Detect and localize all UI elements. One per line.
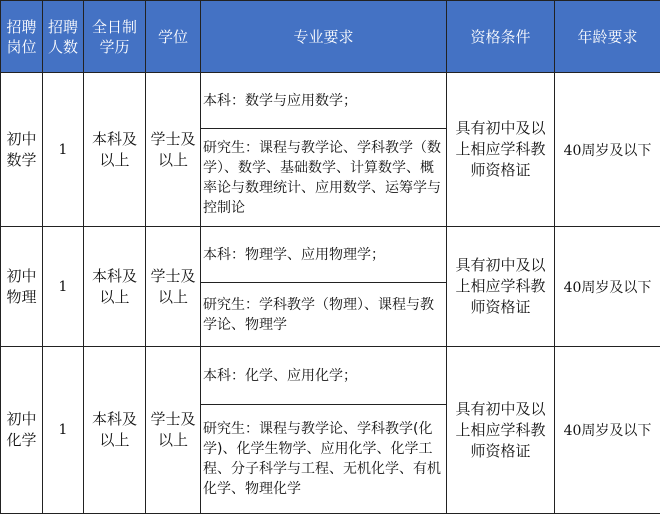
header-age: 年龄要求 — [555, 1, 660, 73]
table-row — [1, 227, 660, 283]
header-education: 全日制学历 — [84, 1, 146, 73]
count-cell: 1 — [43, 347, 84, 514]
education-cell: 本科及以上 — [84, 227, 146, 347]
undergrad-major-cell: 本科：化学、应用化学； — [201, 347, 447, 405]
education-cell: 本科及以上 — [84, 73, 146, 227]
header-row — [1, 1, 660, 73]
header-degree: 学位 — [146, 1, 201, 73]
qualification-cell: 具有初中及以上相应学科教师资格证 — [447, 347, 555, 514]
age-cell: 40周岁及以下 — [555, 347, 660, 514]
qualification-cell: 具有初中及以上相应学科教师资格证 — [447, 227, 555, 347]
education-cell: 本科及以上 — [84, 347, 146, 514]
header-qualification: 资格条件 — [447, 1, 555, 73]
count-cell: 1 — [43, 227, 84, 347]
grad-major-cell: 研究生：课程与教学论、学科教学（数学）、数学、基础数学、计算数学、概率论与数理统计、应用数学、运筹学与控制论 — [201, 129, 447, 227]
table-row — [1, 73, 660, 129]
degree-cell: 学士及以上 — [146, 347, 201, 514]
undergrad-major-cell: 本科：物理学、应用物理学； — [201, 227, 447, 283]
position-cell: 初中物理 — [1, 227, 43, 347]
age-cell: 40周岁及以下 — [555, 227, 660, 347]
table-row — [1, 347, 660, 405]
undergrad-major-cell: 本科：数学与应用数学； — [201, 73, 447, 129]
degree-cell: 学士及以上 — [146, 227, 201, 347]
grad-major-cell: 研究生：学科教学（物理）、课程与教学论、物理学 — [201, 283, 447, 347]
grad-major-cell: 研究生：课程与教学论、学科教学(化学)、化学生物学、应用化学、化学工程、分子科学与工程、无机化学、有机化学、物理化学 — [201, 405, 447, 514]
count-cell: 1 — [43, 73, 84, 227]
position-cell: 初中数学 — [1, 73, 43, 227]
degree-cell: 学士及以上 — [146, 73, 201, 227]
header-position: 招聘岗位 — [1, 1, 43, 73]
header-major: 专业要求 — [201, 1, 447, 73]
qualification-cell: 具有初中及以上相应学科教师资格证 — [447, 73, 555, 227]
header-count: 招聘人数 — [43, 1, 84, 73]
age-cell: 40周岁及以下 — [555, 73, 660, 227]
position-cell: 初中化学 — [1, 347, 43, 514]
